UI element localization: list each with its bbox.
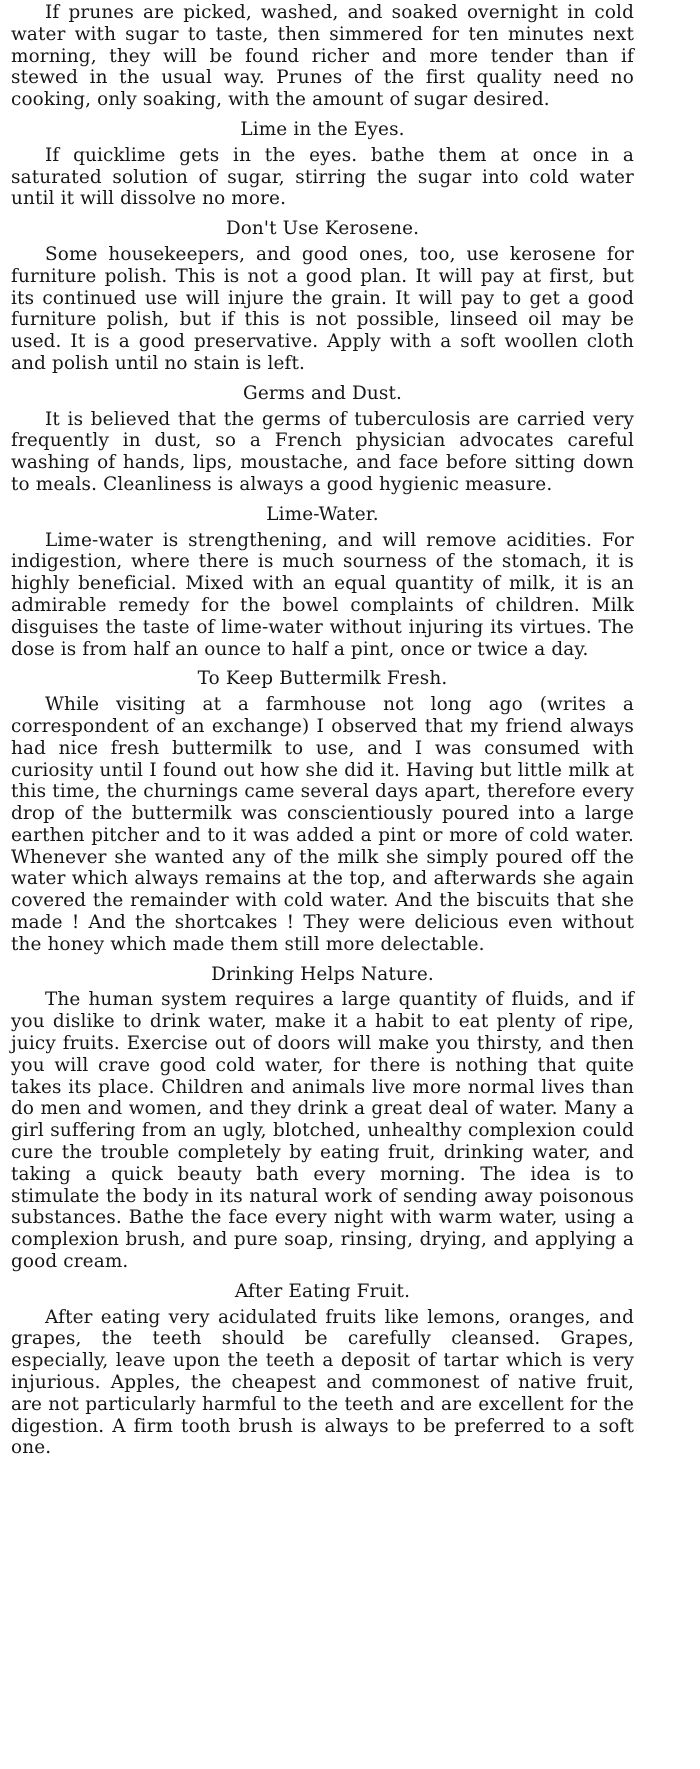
section-buttermilk [11,668,634,955]
section-heading: Germs and Dust. [242,382,403,404]
section-body: Some housekeepers, and good ones, too, use kerosene for furniture polish. This is not a good plan. It will pay at first, but its continued use will injure the grain. It will pay to get a good furniture polish, but if this is not possible, linseed oil may be used. It is a good preservative. Apply with a soft woollen cloth and polish until no stain is left. [11,243,634,374]
section-germs-dust [11,383,634,496]
section-heading: Don't Use Kerosene. [225,218,420,240]
section-lime-in-eyes [11,119,634,210]
section-body: After eating very acidulated fruits like lemons, oranges, and grapes, the teeth should be carefully cleansed. Grapes, especially, leave upon the teeth a deposit of tartar which is very injurious. Apples, the cheapest and commonest of native fruit, are not particularly harmful to the teeth and are excellent for the digestion. A firm tooth brush is always to be preferred to a soft one. [11,1306,634,1459]
section-heading: To Keep Buttermilk Fresh. [197,668,448,690]
section-body: The human system requires a large quantity of fluids, and if you dislike to drink water, make it a habit to eat plenty of ripe, juicy fruits. Exercise out of doors will make you thirsty, and then you will crave good cold water, for there is nothing that quite takes its place. Children and animals live more normal lives than do men and women, and they drink a great deal of water. Many a girl suffering from an ugly, blotched, unhealthy complexion could cure the trouble completely by eating fruit, drinking water, and taking a quick beauty bath every morning. The idea is to stimulate the body in its natural work of sending away poisonous substances. Bathe the face every night with warm water, using a complexion brush, and pure soap, rinsing, drying, and applying a good cream. [11,989,634,1273]
section-heading: Lime-Water. [266,503,379,525]
section-heading: Lime in the Eyes. [240,118,405,140]
section-lime-water [11,504,634,661]
section-body: Lime-water is strengthening, and will remove acidities. For indigestion, where there is much sourness of the stomach, it is highly beneficial. Mixed with an equal quantity of milk, it is an admirable remedy for the bowel complaints of children. Milk disguises the taste of lime-water without injuring its virtues. The dose is from half an ounce to half a pint, once or twice a day. [11,529,634,660]
section-body: It is believed that the germs of tuberculosis are carried very frequently in dust, so a French physician advocates careful washing of hands, lips, moustache, and face before sitting down to meals. Cleanliness is always a good hygienic measure. [11,408,634,495]
section-heading: After Eating Fruit. [234,1280,411,1302]
section-drinking [11,964,634,1273]
section-heading: Drinking Helps Nature. [211,963,434,985]
section-body: If quicklime gets in the eyes. bathe them at once in a saturated solution of sugar, stirring the sugar into cold water until it will dissolve no more. [11,144,634,210]
section-prunes [11,2,634,111]
section-body: If prunes are picked, washed, and soaked overnight in cold water with sugar to taste, then simmered for ten minutes next morning, they will be found richer and more tender than if stewed in the usual way. Prunes of the first quality need no cooking, only soaking, with the amount of sugar desired. [11,2,634,111]
section-body: While visiting at a farmhouse not long ago (writes a correspondent of an exchange) I observed that my friend always had nice fresh buttermilk to use, and I was consumed with curiosity until I found out how she did it. Having but little milk at this time, the churnings came several days apart, therefore every drop of the buttermilk was conscientiously poured into a large earthen pitcher and to it was added a pint or more of cold water. Whenever she wanted any of the milk she simply poured off the water which always remains at the top, and afterwards she again covered the remainder with cold water. And the biscuits that she made ! And the shortcakes ! They were delicious even without the honey which made them still more delectable. [11,694,634,955]
section-kerosene [11,218,634,375]
section-after-fruit [11,1281,634,1459]
